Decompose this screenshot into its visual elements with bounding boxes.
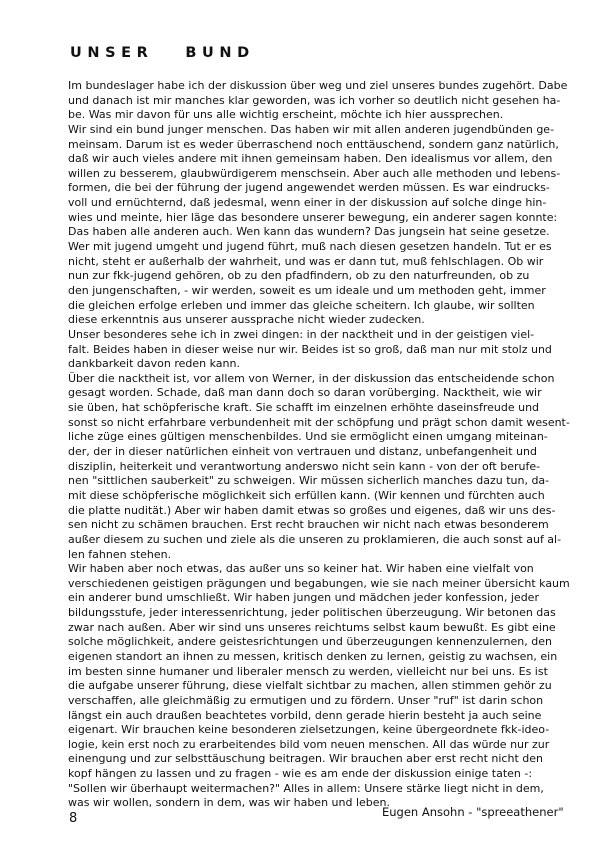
text-line: Das haben alle anderen auch. Wen kann das wundern? Das jungsein hat seine gesetze. bbox=[68, 225, 550, 239]
text-line: im besten sinne humaner und liberaler mensch zu werden, vielleicht nur bei uns. Es ist bbox=[68, 664, 548, 678]
text-line: disziplin, heiterkeit und verantwortung anderswo nicht sein kann - von der oft berufe- bbox=[68, 459, 541, 473]
text-line: sen nicht zu schämen brauchen. Erst recht brauchen wir nicht nach etwas besonderem bbox=[68, 518, 549, 532]
text-line: solche möglichkeit, andere geistesrichtungen und überzeugungen kennenzulernen, den bbox=[68, 635, 552, 649]
text-line: wies und meinte, hier läge das besondere unserer bewegung, ein anderer sagen konnte: bbox=[68, 210, 558, 224]
text-line: sie üben, hat schöpferische kraft. Sie schafft im einzelnen erhöhte daseinsfreude und bbox=[68, 401, 540, 415]
text-line: logie, kein erst noch zu erarbeitendes bild vom neuen menschen. All das würde nur zur bbox=[68, 737, 550, 751]
text-line: einengung und zur selbsttäuschung beitragen. Wir brauchen aber erst recht nicht den bbox=[68, 752, 543, 766]
text-line: verschiedenen geistigen prägungen und begabungen, wie sie nach meiner übersicht kaum bbox=[68, 576, 570, 590]
text-line: dankbarkeit davon reden kann. bbox=[68, 357, 240, 371]
text-line: Wer mit jugend umgeht und jugend führt, muß nach diesen gesetzen handeln. Tut er es bbox=[68, 240, 552, 254]
text-line: Unser besonderes sehe ich in zwei dingen: in der nacktheit und in der geistigen viel- bbox=[68, 327, 535, 341]
text-line: den jungenschaften, - wir werden, soweit es um ideale und um methoden geht, immer bbox=[68, 283, 546, 297]
text-line: be. Was mir davon für uns alle wichtig erscheint, möchte ich hier aussprechen. bbox=[68, 108, 504, 122]
text-line: liche züge eines gültigen menschenbildes. Und sie ermöglicht einen umgang miteinan- bbox=[68, 430, 548, 444]
text-line: Über die nacktheit ist, vor allem von Werner, in der diskussion das entscheidende schon bbox=[68, 371, 555, 385]
text-line: eigenart. Wir brauchen keine besonderen zielsetzungen, keine übergeordnete fkk-ideo- bbox=[68, 723, 550, 737]
text-line: voll und ernüchternd, daß jedesmal, wenn einer in der diskussion auf solche dinge hin- bbox=[68, 196, 547, 210]
text-line: Wir haben aber noch etwas, das außer uns so keiner hat. Wir haben eine vielfalt von bbox=[68, 562, 534, 576]
text-line: zwar nach außen. Aber wir sind uns unseres reichtums selbst kaum bewußt. Es gibt eine bbox=[68, 620, 556, 634]
page-number: 8 bbox=[69, 811, 78, 826]
text-line: mit diese schöpferische möglichkeit sich erfüllen kann. (Wir kennen und fürchten auch bbox=[68, 488, 545, 502]
text-line: außer diesem zu suchen und ziele als die unseren zu proklamieren, die auch sonst auf al- bbox=[68, 532, 562, 546]
article-body bbox=[68, 79, 576, 811]
text-line: formen, die bei der führung der jugend angewendet werden müssen. Es war eindrucks- bbox=[68, 181, 550, 195]
text-line: Wir sind ein bund junger menschen. Das haben wir mit allen anderen jugendbünden ge- bbox=[68, 122, 555, 136]
page-title: UNSER BUND bbox=[70, 45, 255, 61]
text-line: längst ein auch draußen beachtetes vorbild, denn gerade hierin besteht ja auch seine bbox=[68, 708, 542, 722]
text-line: kopf hängen zu lassen und zu fragen - wie es am ende der diskussion einige taten -: bbox=[68, 767, 533, 781]
text-line: bildungsstufe, jeder interessenrichtung, jeder politischen überzeugung. Wir betonen das bbox=[68, 606, 556, 620]
text-line: ein anderer bund umschließt. Wir haben jungen und mädchen jeder konfession, jeder bbox=[68, 591, 539, 605]
text-line: nicht, steht er außerhalb der wahrheit, und was er dann tut, muß fehlschlagen. Ob wir bbox=[68, 254, 544, 268]
text-line: die aufgabe unserer führung, diese vielfalt sichtbar zu machen, allen stimmen gehör zu bbox=[68, 679, 552, 693]
text-line: was wir wollen, sondern in dem, was wir haben und leben. bbox=[68, 796, 391, 810]
author-signature: Eugen Ansohn - "spreeathener" bbox=[382, 805, 564, 819]
text-line: nen "sittlichen sauberkeit" zu schweigen. Wir müssen sicherlich manches dazu tun, da- bbox=[68, 474, 550, 488]
text-line: verschaffen, alle gleichmäßig zu ermutigen und zu fördern. Unser "ruf" ist darin schon bbox=[68, 693, 544, 707]
text-line: diese erkenntnis aus unserer aussprache nicht wieder zudecken. bbox=[68, 313, 425, 327]
text-line: die gleichen erfolge erleben und immer das gleiche scheitern. Ich glaube, wir sollten bbox=[68, 298, 535, 312]
text-line: der, der in dieser natürlichen einheit von vertrauen und distanz, unbefangenheit und bbox=[68, 445, 537, 459]
text-line: eigenen standort an ihnen zu messen, kritisch denken zu lernen, geistig zu wachsen, ein bbox=[68, 649, 558, 663]
text-line: "Sollen wir überhaupt weitermachen?" Alles in allem: Unsere stärke liegt nicht in dem, bbox=[68, 781, 544, 795]
text-line: meinsam. Darum ist es weder überraschend noch enttäuschend, sondern ganz natürlich, bbox=[68, 137, 559, 151]
text-line: Im bundeslager habe ich der diskussion über weg und ziel unseres bundes zugehört. Dabe bbox=[68, 79, 568, 92]
text-line: nun zur fkk-jugend gehören, ob zu den pfadfindern, ob zu den naturfreunden, ob zu bbox=[68, 269, 530, 283]
text-line: gesagt worden. Schade, daß man dann doch so daran vorüberging. Nacktheit, wie wir bbox=[68, 386, 542, 400]
text-line: willen zu besserem, glaubwürdigerem menschsein. Aber auch alle methoden und lebens- bbox=[68, 166, 561, 180]
text-line: len fahnen stehen. bbox=[68, 547, 172, 561]
text-line: daß wir auch vieles andere mit ihnen gemeinsam haben. Den idealismus vor allem, den bbox=[68, 152, 553, 166]
text-line: und danach ist mir manches klar geworden, was ich vorher so deutlich nicht gesehen ha- bbox=[68, 93, 561, 107]
text-line: falt. Beides haben in dieser weise nur wir. Beides ist so groß, daß man nur mit stolz und bbox=[68, 342, 552, 356]
text-line: sonst so nicht erfahrbare verbundenheit mit der schöpfung und prägt schon damit wesent- bbox=[68, 415, 570, 429]
text-line: die platte nudität.) Aber wir haben damit etwas so großes und eigenes, daß wir uns des- bbox=[68, 503, 556, 517]
